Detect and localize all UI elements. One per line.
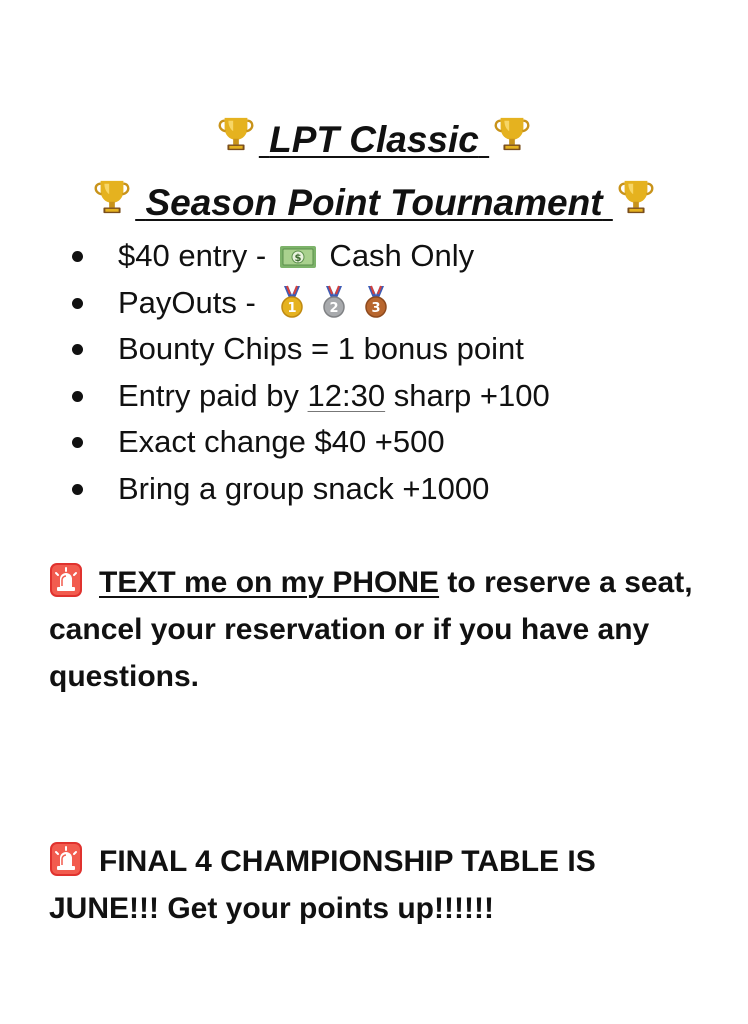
rule-cash-text: Cash Only xyxy=(320,238,475,273)
svg-text:$: $ xyxy=(294,253,302,264)
title-text-1: LPT Classic xyxy=(269,119,479,160)
first-place-medal-icon xyxy=(278,285,306,319)
reserve-notice xyxy=(49,559,709,700)
time-link[interactable]: 12:30 xyxy=(307,377,386,413)
list-item xyxy=(62,233,550,280)
third-place-medal-icon xyxy=(362,285,390,319)
svg-text:1: 1 xyxy=(287,300,297,316)
rule-entry-paid-text: Entry paid by xyxy=(118,377,308,413)
rule-snack-text: Bring a group snack +1000 xyxy=(118,470,490,506)
trophy-icon xyxy=(617,177,655,217)
list-item xyxy=(62,466,550,513)
text-phone-link: TEXT me on my PHONE xyxy=(99,566,440,599)
list-item xyxy=(62,419,550,466)
list-item xyxy=(62,326,550,373)
rules-list xyxy=(62,233,550,512)
list-item xyxy=(62,373,550,420)
siren-icon xyxy=(49,562,83,598)
money-icon xyxy=(279,245,317,269)
title-line-1 xyxy=(0,114,748,163)
trophy-icon xyxy=(217,114,255,154)
list-item xyxy=(62,280,550,327)
championship-notice xyxy=(49,838,709,932)
reserve-notice-text: to reserve a seat, cancel your reservation or if you have any questions. xyxy=(49,566,693,693)
title-text-2: Season Point Tournament xyxy=(145,182,603,223)
siren-icon xyxy=(49,841,83,877)
rule-sharp-text: sharp +100 xyxy=(385,377,550,413)
rule-exact-change-text: Exact change $40 +500 xyxy=(118,424,445,459)
championship-notice-text: FINAL 4 CHAMPIONSHIP TABLE IS JUNE!!! Get your points up!!!!!! xyxy=(49,845,596,925)
svg-text:2: 2 xyxy=(329,300,339,316)
rule-bounty-text: Bounty Chips = 1 bonus point xyxy=(118,331,524,366)
second-place-medal-icon xyxy=(320,285,348,319)
rule-payouts-text: PayOuts - xyxy=(118,284,265,320)
trophy-icon xyxy=(93,177,131,217)
rule-entry-text: $40 entry - xyxy=(118,238,275,273)
trophy-icon xyxy=(493,114,531,154)
title-line-2 xyxy=(0,177,748,226)
svg-text:3: 3 xyxy=(371,300,381,316)
